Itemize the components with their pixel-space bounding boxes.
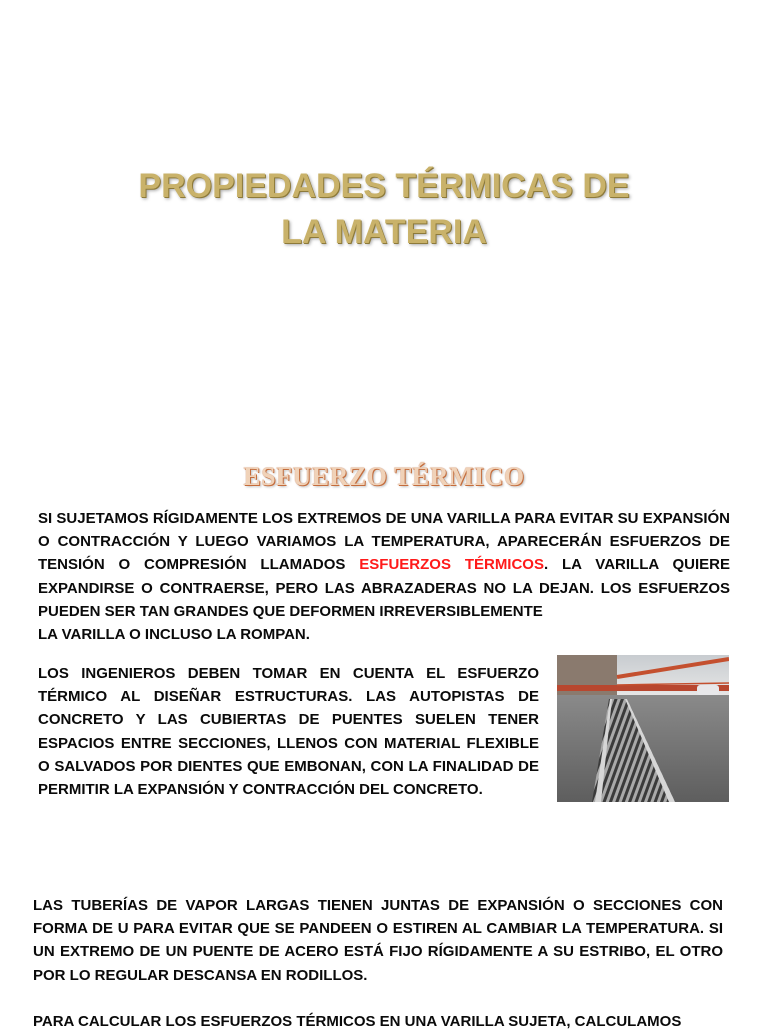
section-heading: ESFUERZO TÉRMICO xyxy=(243,462,525,491)
paragraph-1-text-c: LA VARILLA O INCLUSO LA ROMPAN. xyxy=(38,626,310,644)
paragraph-engineers: LOS INGENIEROS DEBEN TOMAR EN CUENTA EL ESFUERZO TÉRMICO AL DISEÑAR ESTRUCTURAS. LAS AUTOPISTAS DE CONCRETO Y LAS CUBIERTAS DE PUENTES SUELEN TENER ESPACIOS ENTRE SECCIONES, LLENOS CON MATERIAL FLEXIBLE O SALVADOS POR DIENTES QUE EMBONAN, CON LA FINALIDAD DE PERMITIR LA EXPANSIÓN Y CONTRACCIÓN DEL CONCRETO. xyxy=(38,665,539,799)
paragraph-steam-pipes: LAS TUBERÍAS DE VAPOR LARGAS TIENEN JUNTAS DE EXPANSIÓN O SECCIONES CON FORMA DE U PARA EVITAR QUE SE PANDEEN O ESTIREN AL CAMBIAR LA TEMPERATURA. SI UN EXTREMO DE UN PUENTE DE ACERO ESTÁ FIJO RÍGIDAMENTE A SU ESTRIBO, EL OTRO POR LO REGULAR DESCANSA EN RODILLOS. xyxy=(33,897,723,984)
paragraph-thermal-stress xyxy=(38,507,730,646)
highlight-esfuerzos-termicos: ESFUERZOS TÉRMICOS xyxy=(359,556,544,574)
paragraph-calculate: PARA CALCULAR LOS ESFUERZOS TÉRMICOS EN UNA VARILLA SUJETA, CALCULAMOS xyxy=(33,1013,682,1030)
page-title xyxy=(0,163,768,255)
title-line-1: PROPIEDADES TÉRMICAS DE xyxy=(138,167,630,205)
paragraph-1-text-b: . LA VARILLA QUIERE EXPANDIRSE O CONTRAERSE, PERO LAS ABRAZADERAS NO LA DEJAN. LOS ESFUERZOS PUEDEN SER TAN GRANDES QUE DEFORMEN IRREVERSIBLEMENTE xyxy=(38,556,730,620)
bridge-expansion-joint-photo xyxy=(557,655,729,802)
title-line-2: LA MATERIA xyxy=(281,213,487,251)
paragraph-1-text-a: SI SUJETAMOS RÍGIDAMENTE LOS EXTREMOS DE UNA VARILLA PARA EVITAR SU EXPANSIÓN O CONTRACCIÓN Y LUEGO VARIAMOS LA TEMPERATURA, APARECERÁN ESFUERZOS DE TENSIÓN O COMPRESIÓN LLAMADOS xyxy=(38,510,730,574)
